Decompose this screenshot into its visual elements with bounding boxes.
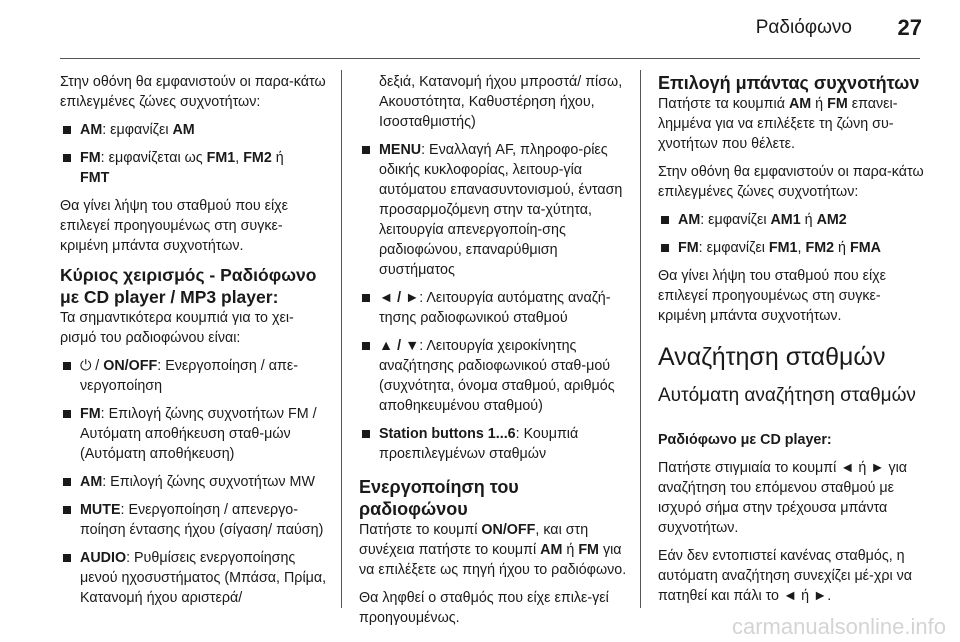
watermark: carmanualsonline.info [731, 614, 946, 639]
paragraph: δεξιά, Κατανομή ήχου μπροστά/ πίσω, Ακουστότητα, Καθυστέρηση ήχου, Ισοσταθμιστής) [379, 74, 623, 130]
list-item: FM: εμφανίζει FM1, FM2 ή FMA [658, 238, 926, 258]
section-heading: Αυτόματη αναζήτηση σταθμών [658, 385, 916, 406]
column-2 [359, 72, 627, 636]
header-title: Ραδιόφωνο [755, 17, 852, 38]
chapter-heading: Αναζήτηση σταθμών [658, 343, 886, 371]
list-item: Station buttons 1...6: Κουμπιά προεπιλεγμένων σταθμών [359, 424, 627, 464]
section-heading: Επιλογή μπάντας συχνοτήτων [658, 73, 920, 93]
paragraph: Θα γίνει λήψη του σταθμού που είχε επιλεγεί προηγουμένως στη συγκε-κριμένη μπάντα συχνοτήτων. [60, 198, 289, 254]
paragraph: Θα γίνει λήψη του σταθμού που είχε επιλεγεί προηγουμένως στη συγκε-κριμένη μπάντα συχνοτήτων. [658, 268, 887, 324]
list-item: AM: εμφανίζει AM1 ή AM2 [658, 210, 926, 230]
list-item: ▲ / ▼: Λειτουργία χειροκίνητης αναζήτησης ραδιοφωνικού σταθ-μού (συχνότητα, όνομα σταθμού, αριθμός αποθηκευμένου σταθμού) [359, 336, 627, 416]
paragraph: Θα ληφθεί ο σταθμός που είχε επιλε-γεί προηγουμένως. [359, 590, 609, 626]
bullet-list [658, 210, 926, 258]
bullet-list [359, 140, 627, 464]
paragraph: Πατήστε τα κουμπιά AM ή FM επανει-λημμένα για να επιλέξετε τη ζώνη συ-χνοτήτων που θέλετε. [658, 96, 898, 152]
paragraph: Τα σημαντικότερα κουμπιά για το χει-ρισμό του ραδιοφώνου είναι: [60, 310, 294, 346]
section-heading: Ενεργοποίηση του ραδιοφώνου [359, 477, 519, 519]
page-number: 27 [897, 15, 922, 40]
header-rule [60, 58, 920, 59]
column-1 [60, 72, 328, 616]
power-icon: ⏻ [80, 358, 92, 374]
paragraph: Στην οθόνη θα εμφανιστούν οι παρα-κάτω επιλεγμένες ζώνες συχνοτήτων: [658, 164, 924, 200]
list-item: ⏻ / ON/OFF: Ενεργοποίηση / απε-νεργοποίηση [60, 356, 328, 396]
list-item: MENU: Εναλλαγή AF, πληροφο-ρίες οδικής κυκλοφορίας, λειτουρ-γία αυτόματου επανασυντονισμού, ένταση προσαρμοζόμενη στην τα-χύτητα, λειτουργία απενεργοποίη-σης ραδιοφώνου, επαναρύθμιση συστήματος [359, 140, 627, 280]
left-arrow-icon: ◄ [840, 460, 855, 476]
list-item: MUTE: Ενεργοποίηση / απενεργο-ποίηση έντασης ήχου (σίγαση/ παύση) [60, 500, 328, 540]
list-item: FM: εμφανίζεται ως FM1, FM2 ή FMT [60, 148, 328, 188]
paragraph: Πατήστε το κουμπί ON/OFF, και στη συνέχεια πατήστε το κουμπί AM ή FM για να επιλέξετε ως πηγή ήχου το ραδιόφωνο. [359, 522, 627, 578]
bullet-list [60, 356, 328, 608]
section-heading: Κύριος χειρισμός - Ραδιόφωνο με CD player / MP3 player: [60, 265, 317, 307]
list-item: AM: Επιλογή ζώνης συχνοτήτων MW [60, 472, 328, 492]
list-item: AUDIO: Ρυθμίσεις ενεργοποίησης μενού ηχοσυστήματος (Μπάσα, Πρίμα, Κατανομή ήχου αριστερά/ [60, 548, 328, 608]
right-arrow-icon: ► [813, 588, 828, 604]
column-divider [640, 70, 641, 608]
column-3 [658, 72, 926, 614]
paragraph: Στην οθόνη θα εμφανιστούν οι παρα-κάτω επιλεγμένες ζώνες συχνοτήτων: [60, 74, 326, 110]
bullet-list [60, 120, 328, 188]
right-arrow-icon: ► [870, 460, 885, 476]
paragraph: Πατήστε στιγμιαία το κουμπί ◄ ή ► για αναζήτηση του επόμενου σταθμού με ισχυρό σήμα στην τρέχουσα μπάντα συχνοτήτων. [658, 460, 908, 536]
column-divider [341, 70, 342, 608]
subheading: Ραδιόφωνο με CD player: [658, 432, 832, 448]
paragraph: Εάν δεν εντοπιστεί κανένας σταθμός, η αυτόματη αναζήτηση συνεχίζει μέ-χρι να πατηθεί και πάλι το ◄ ή ►. [658, 548, 913, 604]
list-item: AM: εμφανίζει AM [60, 120, 328, 140]
list-item: FM: Επιλογή ζώνης συχνοτήτων FM / Αυτόματη αποθήκευση σταθ-μών (Αυτόματη αποθήκευση) [60, 404, 328, 464]
list-item: ◄ / ►: Λειτουργία αυτόματης αναζή-τησης ραδιοφωνικού σταθμού [359, 288, 627, 328]
left-arrow-icon: ◄ [782, 588, 798, 604]
